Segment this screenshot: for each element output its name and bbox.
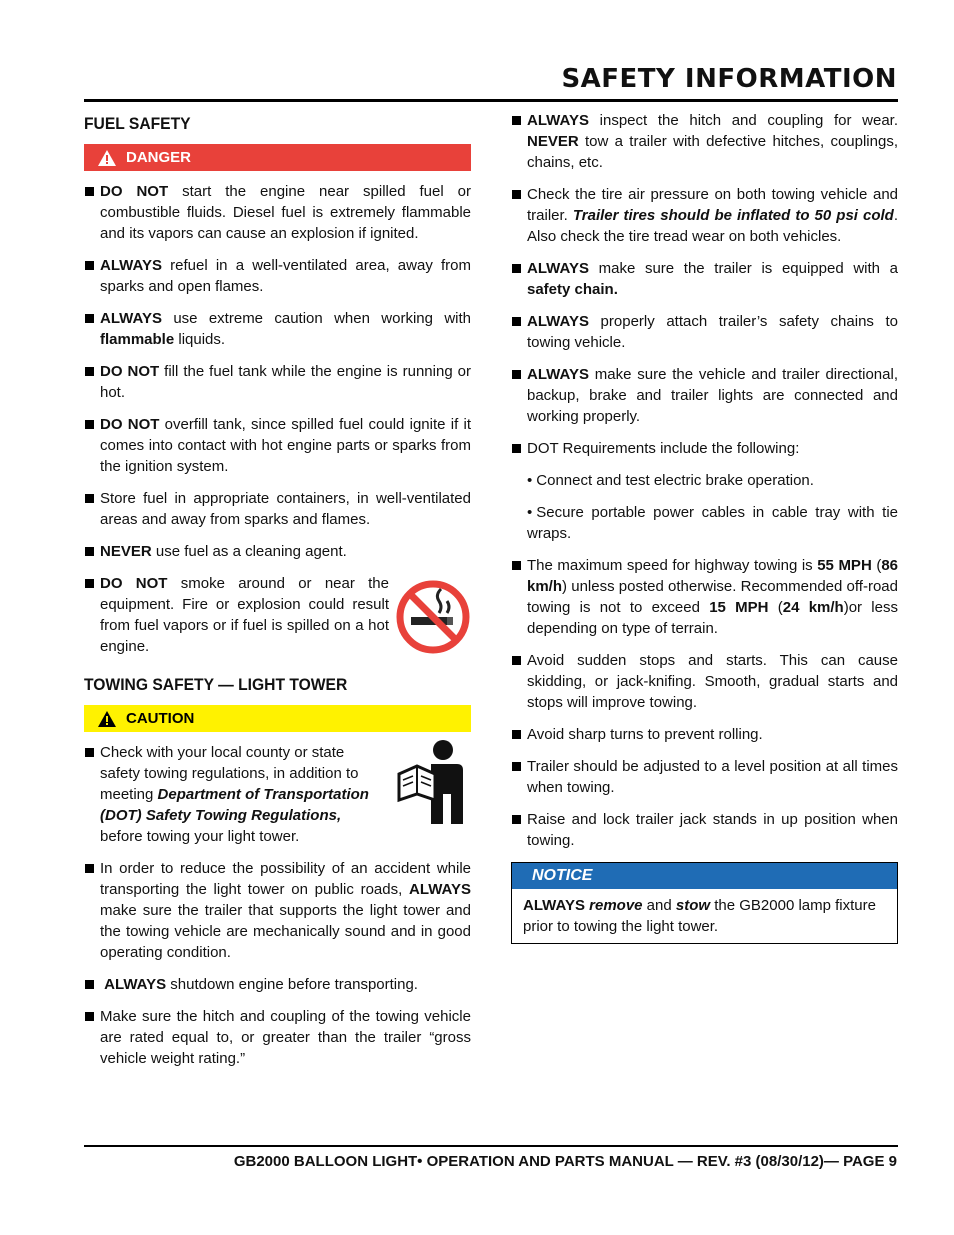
fuel-safety-heading: FUEL SAFETY	[84, 114, 191, 133]
page-footer: GB2000 BALLOON LIGHT• OPERATION AND PARTS MANUAL — REV. #3 (08/30/12)— PAGE 9	[233, 1153, 897, 1170]
list-item: ALWAYS properly attach trailer’s safety chains to towing vehicle.	[511, 311, 898, 353]
notice-text: ALWAYS remove and stow the GB2000 lamp fixture prior to towing the light tower.	[523, 897, 876, 935]
list-item: The maximum speed for highway towing is 55 MPH (86 km/h) unless posted otherwise. Recommended off-road towing is not to exceed 15 MPH (24 km/h)or less depending on type of terrain.	[511, 555, 898, 639]
list-item: ALWAYS inspect the hitch and coupling for wear. NEVER tow a trailer with defective hitches, couplings, chains, etc.	[511, 110, 898, 173]
list-item: DOT Requirements include the following:	[511, 438, 898, 459]
list-item: • Secure portable power cables in cable tray with tie wraps.	[527, 504, 898, 542]
list-item: DO NOT overfill tank, since spilled fuel could ignite if it comes into contact with hot engine parts or sparks from the ignition system.	[84, 414, 471, 477]
danger-banner	[84, 144, 471, 171]
fuel-safety-list	[84, 181, 471, 657]
towing-requirements-list	[511, 110, 898, 851]
page-title: SAFETY INFORMATION	[561, 64, 897, 94]
right-column	[511, 110, 898, 944]
caution-label: CAUTION	[126, 710, 195, 727]
list-item: Raise and lock trailer jack stands in up position when towing.	[511, 809, 898, 851]
list-item: ALWAYS shutdown engine before transporting.	[84, 974, 471, 995]
list-item: Store fuel in appropriate containers, in well-ventilated areas and away from sparks and flames.	[84, 488, 471, 530]
list-item: In order to reduce the possibility of an accident while transporting the light tower on public roads, ALWAYS make sure the trailer that supports the light tower and the towing vehicle are mechanically sound and in good operating condition.	[84, 858, 471, 963]
list-item: Make sure the hitch and coupling of the towing vehicle are rated equal to, or greater than the trailer “gross vehicle weight rating.”	[84, 1006, 471, 1069]
list-item: DO NOT start the engine near spilled fuel or combustible fluids. Diesel fuel is extremely flammable and its vapors can cause an explosion if ignited.	[84, 181, 471, 244]
list-item: Avoid sharp turns to prevent rolling.	[511, 724, 898, 745]
left-column	[84, 110, 471, 1080]
list-item: NEVER use fuel as a cleaning agent.	[84, 541, 471, 562]
notice-label: NOTICE	[512, 863, 897, 889]
danger-label: DANGER	[126, 149, 192, 166]
list-item: ALWAYS refuel in a well-ventilated area, away from sparks and open flames.	[84, 255, 471, 297]
no-smoking-icon	[395, 579, 471, 655]
warning-triangle-icon	[98, 711, 116, 727]
caution-banner	[84, 705, 471, 732]
list-item: Check the tire air pressure on both towing vehicle and trailer. Trailer tires should be inflated to 50 psi cold. Also check the tire tread wear on both vehicles.	[511, 184, 898, 247]
list-item: DO NOT smoke around or near the equipment. Fire or explosion could result from fuel vapors or if fuel is spilled on a hot engine.	[84, 573, 471, 657]
list-item: DO NOT fill the fuel tank while the engine is running or hot.	[84, 361, 471, 403]
read-manual-icon	[391, 736, 471, 826]
footer-rule	[84, 1145, 898, 1147]
list-item: ALWAYS make sure the trailer is equipped with a safety chain.	[511, 258, 898, 300]
towing-safety-list	[84, 742, 471, 1069]
list-item: ALWAYS use extreme caution when working with flammable liquids.	[84, 308, 471, 350]
notice-box	[511, 862, 898, 944]
list-item: Check with your local county or state safety towing regulations, in addition to meeting Department of Transportation (DOT) Safety Towing Regulations, before towing your light tower.	[84, 742, 471, 847]
list-item: ALWAYS make sure the vehicle and trailer directional, backup, brake and trailer lights are connected and working properly.	[511, 364, 898, 427]
list-item: • Connect and test electric brake operation.	[527, 472, 814, 489]
towing-safety-heading: TOWING SAFETY — LIGHT TOWER	[84, 675, 348, 694]
title-rule	[84, 99, 898, 102]
warning-triangle-icon	[98, 150, 116, 166]
list-item: Trailer should be adjusted to a level position at all times when towing.	[511, 756, 898, 798]
list-item: Avoid sudden stops and starts. This can cause skidding, or jack-knifing. Smooth, gradual starts and stops will improve towing.	[511, 650, 898, 713]
